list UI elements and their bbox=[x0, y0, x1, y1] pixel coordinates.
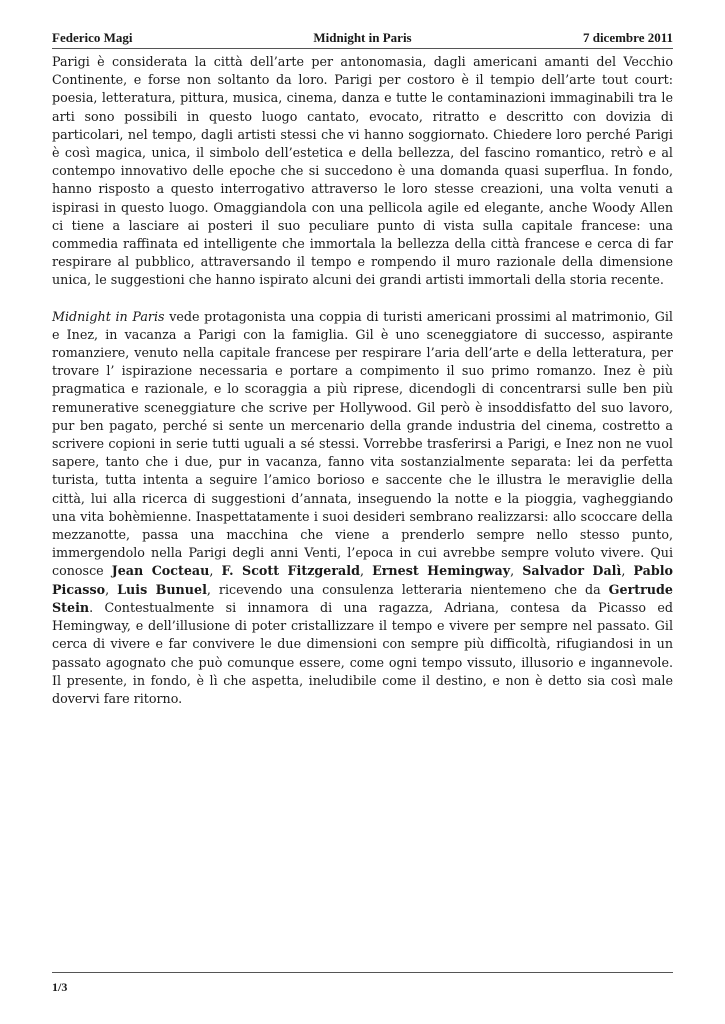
page-footer bbox=[52, 972, 673, 994]
plot-text-1: vede protagonista una coppia di turisti americani prossimi al matrimonio, Gil e Inez, in vacanza a Parigi con la famiglia. Gil è uno sceneggiatore di successo, aspirante romanziere, venuto nella capitale francese per respirare l’aria dell’arte e della letteratura, per trovare l’ ispirazione necessaria e portare a compimento il suo primo romanzo. Inez è più pragmatica e razionale, e lo scoraggia a più riprese, dicendogli di concentrarsi sulle ben più remunerative sceneggiature che scrive per Hollywood. Gil però è insoddisfatto del suo lavoro, pur ben pagato, perché si sente un mercenario della grande industria del cinema, costretto a scrivere copioni in serie tutti uguali a sé stessi. Vorrebbe trasferirsi a Parigi, e Inez non ne vuol sapere, tanto che i due, pur in vacanza, fanno vita sostanzialmente separata: lei da perfetta turista, tutta intenta a seguire l’amico borioso e saccente che le illustra le meraviglie della città, lui alla ricerca di suggestioni d’annata, inseguendo la notte e la pioggia, vagheggiando una vita bohèmienne. Inaspettatamente i suoi desideri sembrano realizzarsi: allo scoccare della mezzanotte, passa una macchina che viene a prenderlo sempre nello stesso punto, immergendolo nella Parigi degli anni Venti, l’epoca in cui avrebbe sempre voluto vivere. Qui conosce bbox=[52, 308, 673, 579]
separator: , bbox=[510, 563, 523, 579]
paragraph-intro: Parigi è considerata la città dell’arte per antonomasia, dagli americani amanti del Vecchio Continente, e forse non soltanto da loro. Parigi per costoro è il tempio dell’arte tout court: poesia, letteratura, pittura, musica, cinema, danza e tutte le contaminazioni immaginabili tra le arti sono possibili in questo luogo cantato, evocato, ritratto e descritto con dovizia di particolari, nel tempo, dagli artisti stessi che vi hanno soggiornato. Chiedere loro perché Parigi è così magica, unica, il simbolo dell’estetica e della bellezza, del fascino romantico, retrò e al contempo innovativo delle epoche che si succedono è una domanda quasi superflua. In fondo, hanno risposto a questo interrogativo attraverso le loro stesse creazioni, una volta venuti a ispirasi in questo luogo. Omaggiandola con una pellicola agile ed elegante, anche Woody Allen ci tiene a lasciare ai posteri il suo peculiare punto di vista sulla capitale francese: una commedia raffinata ed intelligente che immortala la bellezza della città francese e cerca di far respirare al pubblico, attraversando il tempo e rompendo il muro razionale della dimensione unica, le suggestioni che hanno ispirato alcuni dei grandi artisti immortali della storia recente. bbox=[52, 54, 673, 288]
film-title: Midnight in Paris bbox=[52, 308, 165, 324]
header-author: Federico Magi bbox=[52, 30, 133, 45]
paragraph-plot bbox=[52, 308, 673, 708]
person-name: Jean Cocteau bbox=[111, 563, 210, 579]
separator: , bbox=[359, 563, 373, 579]
separator: , bbox=[209, 563, 222, 579]
page-header bbox=[52, 28, 673, 49]
page-number: 1/3 bbox=[52, 980, 68, 994]
person-name: Pablo Picasso bbox=[52, 563, 673, 597]
person-name: Salvador Dalì bbox=[522, 563, 622, 579]
person-name: Gertrude Stein bbox=[52, 581, 673, 615]
separator: , bbox=[621, 563, 634, 579]
header-title: Midnight in Paris bbox=[313, 30, 412, 45]
plot-text-3: . Contestualmente si innamora di una ragazza, Adriana, contesa da Picasso ed Hemingway, e dell’illusione di poter cristallizzare il tempo e vivere per sempre nel passato. Gil cerca di vivere e far convivere le due dimensioni con sempre più difficoltà, rifugiandosi in un passato agognato che può comunque essere, come ogni tempo vissuto, illusorio e ingannevole. Il presente, in fondo, è lì che aspetta, ineludibile come il destino, e non è detto sia così male dovervi fare ritorno. bbox=[52, 599, 673, 706]
person-name: Luis Bunuel bbox=[117, 581, 207, 597]
separator: , bbox=[105, 581, 118, 597]
header-date: 7 dicembre 2011 bbox=[582, 30, 673, 45]
plot-text-2: , ricevendo una consulenza letteraria nientemeno che da bbox=[206, 581, 609, 597]
person-name: Ernest Hemingway bbox=[372, 563, 511, 579]
article-body bbox=[52, 53, 673, 726]
person-name: F. Scott Fitzgerald bbox=[221, 563, 360, 579]
